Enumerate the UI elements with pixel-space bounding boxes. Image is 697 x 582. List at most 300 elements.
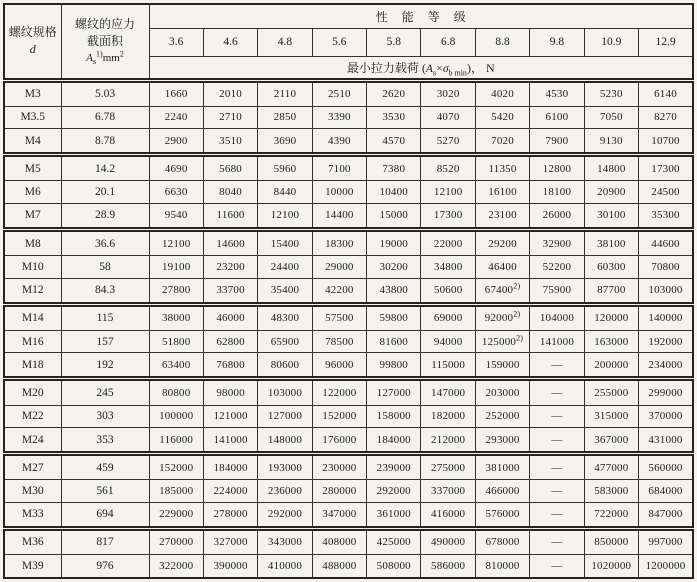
load-value-cell — [475, 304, 529, 330]
thread-spec-cell: M8 — [4, 229, 61, 255]
load-value-cell: 69000 — [421, 304, 475, 330]
load-value-cell: 6630 — [149, 181, 203, 204]
load-value-cell: 576000 — [475, 502, 529, 528]
load-value-cell: 7380 — [367, 155, 421, 181]
formula-A: A — [425, 62, 433, 75]
load-value-cell: 684000 — [639, 480, 693, 503]
paren-open: ( — [421, 60, 426, 75]
load-value-cell: 12800 — [530, 155, 584, 181]
table-row — [4, 480, 693, 503]
load-value-cell: 5420 — [475, 106, 529, 129]
load-value-cell: 23100 — [475, 203, 529, 229]
stress-area-formula — [62, 51, 149, 67]
load-value-cell: 278000 — [203, 502, 257, 528]
load-value-cell: 2620 — [367, 80, 421, 106]
grade-cell: 3.6 — [149, 28, 203, 56]
load-value-cell: 234000 — [639, 353, 693, 379]
load-value-cell: 4070 — [421, 106, 475, 129]
load-value-cell: 17300 — [421, 203, 475, 229]
load-value-cell: 2850 — [258, 106, 312, 129]
grade-cell: 4.8 — [258, 28, 312, 56]
formula-sigma-sub: b min — [448, 67, 467, 77]
table-row — [4, 379, 693, 405]
load-value-cell: 12100 — [149, 229, 203, 255]
load-value-cell: 560000 — [639, 454, 693, 480]
thread-spec-cell: M30 — [4, 480, 61, 503]
thread-spec-cell: M6 — [4, 181, 61, 204]
table-row — [4, 330, 693, 353]
load-value-cell: 270000 — [149, 528, 203, 554]
load-value-cell: 361000 — [367, 502, 421, 528]
load-value-cell: 80600 — [258, 353, 312, 379]
load-value-cell: 185000 — [149, 480, 203, 503]
load-value-cell: 70800 — [639, 256, 693, 279]
load-value-cell — [475, 330, 529, 353]
stress-area-header — [61, 4, 149, 80]
load-value-cell: 490000 — [421, 528, 475, 554]
thread-spec-cell: M33 — [4, 502, 61, 528]
stress-area-cell: 36.6 — [61, 229, 149, 255]
stress-area-cell: 353 — [61, 428, 149, 454]
load-value-cell: 2510 — [312, 80, 366, 106]
load-value-cell: 182000 — [421, 405, 475, 428]
stress-area-cell: 115 — [61, 304, 149, 330]
load-value-cell: 997000 — [639, 528, 693, 554]
load-value-cell: 230000 — [312, 454, 366, 480]
load-value-cell: 35400 — [258, 278, 312, 304]
load-value-cell: 78500 — [312, 330, 366, 353]
load-value-cell: 141000 — [530, 330, 584, 353]
comma: ， — [470, 60, 483, 75]
load-value-cell: 104000 — [530, 304, 584, 330]
load-value-cell: 16100 — [475, 181, 529, 204]
grade-cell: 8.8 — [475, 28, 529, 56]
thread-spec-cell: M16 — [4, 330, 61, 353]
stress-area-cell: 303 — [61, 405, 149, 428]
load-value-cell: 32900 — [530, 229, 584, 255]
load-value-cell: 38000 — [149, 304, 203, 330]
load-value-cell: 6140 — [639, 80, 693, 106]
thread-spec-symbol: d — [29, 42, 36, 57]
load-value-cell: 9540 — [149, 203, 203, 229]
load-value-cell: 367000 — [584, 428, 638, 454]
load-value-cell: 2110 — [258, 80, 312, 106]
stress-area-cell: 6.78 — [61, 106, 149, 129]
load-value-cell: 38100 — [584, 229, 638, 255]
load-value-cell: 425000 — [367, 528, 421, 554]
load-value-cell: 98000 — [203, 379, 257, 405]
load-value-cell: 147000 — [421, 379, 475, 405]
load-value-cell: 30100 — [584, 203, 638, 229]
load-value-cell: 416000 — [421, 502, 475, 528]
load-value-cell: 5680 — [203, 155, 257, 181]
load-value-cell: 116000 — [149, 428, 203, 454]
load-value-cell: 29000 — [312, 256, 366, 279]
load-value-cell: 255000 — [584, 379, 638, 405]
load-value-cell: 48300 — [258, 304, 312, 330]
thread-spec-cell: M5 — [4, 155, 61, 181]
table-row — [4, 428, 693, 454]
load-value-cell: — — [530, 405, 584, 428]
load-value-cell: 121000 — [203, 405, 257, 428]
load-value-cell: 140000 — [639, 304, 693, 330]
stress-area-cell: 5.03 — [61, 80, 149, 106]
table-row — [4, 129, 693, 155]
stress-area-label-line1: 螺纹的应力 — [74, 16, 135, 31]
load-value-cell: 10000 — [312, 181, 366, 204]
load-value-cell: 63400 — [149, 353, 203, 379]
load-value-cell: 176000 — [312, 428, 366, 454]
load-value-cell: 410000 — [258, 555, 312, 579]
times-sign: × — [436, 60, 443, 75]
load-value-cell: 158000 — [367, 405, 421, 428]
load-value-cell: 81600 — [367, 330, 421, 353]
load-value-cell: 127000 — [367, 379, 421, 405]
load-value-cell: 337000 — [421, 480, 475, 503]
load-value-cell: 3510 — [203, 129, 257, 155]
load-value-cell: 7900 — [530, 129, 584, 155]
thread-spec-cell: M22 — [4, 405, 61, 428]
load-value-cell: 1020000 — [584, 555, 638, 579]
load-value-cell: 280000 — [312, 480, 366, 503]
spec-group — [4, 304, 693, 379]
load-value-cell: 224000 — [203, 480, 257, 503]
table-row — [4, 405, 693, 428]
load-value-cell: 19000 — [367, 229, 421, 255]
paren-close: ) — [466, 60, 471, 75]
load-value-cell: 408000 — [312, 528, 366, 554]
stress-area-cell: 694 — [61, 502, 149, 528]
unit-label: N — [485, 60, 495, 75]
thread-spec-cell: M39 — [4, 555, 61, 579]
load-value-cell: 127000 — [258, 405, 312, 428]
load-value-cell: 678000 — [475, 528, 529, 554]
thread-spec-cell: M36 — [4, 528, 61, 554]
spec-group — [4, 454, 693, 529]
load-value-cell: 203000 — [475, 379, 529, 405]
load-value-cell: 6100 — [530, 106, 584, 129]
load-value-cell: 200000 — [584, 353, 638, 379]
load-value-cell: 292000 — [258, 502, 312, 528]
load-value-cell: 508000 — [367, 555, 421, 579]
load-value-cell: 33700 — [203, 278, 257, 304]
stress-area-cell: 14.2 — [61, 155, 149, 181]
stress-area-cell: 192 — [61, 353, 149, 379]
load-value-cell: 347000 — [312, 502, 366, 528]
spec-group — [4, 229, 693, 304]
load-value-cell: 390000 — [203, 555, 257, 579]
table-row — [4, 528, 693, 554]
grade-cell: 4.6 — [203, 28, 257, 56]
load-value-cell: 122000 — [312, 379, 366, 405]
header-row-1 — [4, 4, 693, 28]
load-value-cell: 163000 — [584, 330, 638, 353]
load-value-cell: — — [530, 454, 584, 480]
load-value-cell: 80800 — [149, 379, 203, 405]
stress-area-cell: 976 — [61, 555, 149, 579]
load-value-cell: 1660 — [149, 80, 203, 106]
load-value-cell: 24500 — [639, 181, 693, 204]
load-value-cell: 850000 — [584, 528, 638, 554]
load-value-cell: 315000 — [584, 405, 638, 428]
thread-spec-header — [4, 4, 61, 80]
load-value-cell: 11350 — [475, 155, 529, 181]
min-load-label: 最小拉力载荷 — [346, 60, 419, 75]
load-value-cell: 193000 — [258, 454, 312, 480]
table-row — [4, 502, 693, 528]
load-value-cell: — — [530, 480, 584, 503]
load-value-cell: — — [530, 379, 584, 405]
load-value-cell: 12100 — [421, 181, 475, 204]
load-value-cell: 62800 — [203, 330, 257, 353]
load-value-cell: — — [530, 353, 584, 379]
thread-spec-label: 螺纹规格 — [8, 24, 57, 39]
table-row — [4, 278, 693, 304]
thread-spec-cell: M14 — [4, 304, 61, 330]
grade-cell: 12.9 — [639, 28, 693, 56]
load-value-cell: 5270 — [421, 129, 475, 155]
load-value-cell: 23200 — [203, 256, 257, 279]
footnote-marker: 2) — [516, 332, 524, 342]
load-value-cell: 3530 — [367, 106, 421, 129]
load-value-cell: 152000 — [149, 454, 203, 480]
load-value-cell: 120000 — [584, 304, 638, 330]
load-value-cell: 15000 — [367, 203, 421, 229]
load-value-cell: 184000 — [203, 454, 257, 480]
load-value-cell: 57500 — [312, 304, 366, 330]
load-value-cell: 99800 — [367, 353, 421, 379]
load-value-cell: 46000 — [203, 304, 257, 330]
load-value-cell: 381000 — [475, 454, 529, 480]
load-value-cell: 847000 — [639, 502, 693, 528]
spec-group — [4, 379, 693, 454]
load-value-cell: 96000 — [312, 353, 366, 379]
spec-group — [4, 155, 693, 230]
thread-spec-cell: M12 — [4, 278, 61, 304]
load-value-cell: 46400 — [475, 256, 529, 279]
load-value-cell: 87700 — [584, 278, 638, 304]
load-value-cell: 30200 — [367, 256, 421, 279]
load-value-cell: 24400 — [258, 256, 312, 279]
table-row — [4, 304, 693, 330]
load-value: 125000 — [481, 335, 517, 348]
load-value-cell: — — [530, 528, 584, 554]
load-value-cell: 275000 — [421, 454, 475, 480]
load-value-cell: 7100 — [312, 155, 366, 181]
load-value-cell: 299000 — [639, 379, 693, 405]
formula-A-sub: s — [92, 56, 97, 66]
load-value-cell: 293000 — [475, 428, 529, 454]
spec-group — [4, 80, 693, 155]
load-value-cell: 586000 — [421, 555, 475, 579]
thread-spec-cell: M7 — [4, 203, 61, 229]
thread-spec-cell: M3.5 — [4, 106, 61, 129]
load-value-cell: 722000 — [584, 502, 638, 528]
load-value-cell: 60300 — [584, 256, 638, 279]
table-header — [4, 4, 693, 80]
grade-cell: 6.8 — [421, 28, 475, 56]
load-value-cell: 76800 — [203, 353, 257, 379]
load-value-cell: 292000 — [367, 480, 421, 503]
spec-group — [4, 528, 693, 578]
stress-area-label-line2: 截面积 — [86, 34, 123, 49]
thread-spec-cell: M10 — [4, 256, 61, 279]
load-value-cell: 583000 — [584, 480, 638, 503]
load-value-cell: 1200000 — [639, 555, 693, 579]
grade-cell: 5.8 — [367, 28, 421, 56]
footnote-marker: 1) — [96, 49, 103, 59]
load-value-cell: 5230 — [584, 80, 638, 106]
performance-grade-title: 性能等级 — [149, 4, 693, 28]
load-value-cell: 152000 — [312, 405, 366, 428]
load-table — [3, 3, 694, 579]
grade-cell: 9.8 — [530, 28, 584, 56]
load-value-cell: 3690 — [258, 129, 312, 155]
table-row — [4, 203, 693, 229]
load-value-cell: 50600 — [421, 278, 475, 304]
load-value-cell: 343000 — [258, 528, 312, 554]
formula-A-sub: s — [432, 67, 437, 77]
load-value-cell: 239000 — [367, 454, 421, 480]
load-value-cell: 2710 — [203, 106, 257, 129]
stress-area-cell: 157 — [61, 330, 149, 353]
load-value-cell: 431000 — [639, 428, 693, 454]
thread-spec-cell: M4 — [4, 129, 61, 155]
load-value-cell: 14400 — [312, 203, 366, 229]
load-value-cell: 488000 — [312, 555, 366, 579]
table-row — [4, 155, 693, 181]
load-value-cell: 4690 — [149, 155, 203, 181]
formula-unit-sup: 2 — [119, 49, 124, 59]
load-value-cell: 192000 — [639, 330, 693, 353]
load-value-cell: 8520 — [421, 155, 475, 181]
load-value-cell: 212000 — [421, 428, 475, 454]
load-value-cell: 103000 — [258, 379, 312, 405]
stress-area-cell: 561 — [61, 480, 149, 503]
load-value-cell: 51800 — [149, 330, 203, 353]
load-value-cell: 19100 — [149, 256, 203, 279]
table-row — [4, 181, 693, 204]
grade-cell: 10.9 — [584, 28, 638, 56]
load-value: 92000 — [484, 312, 514, 325]
load-value-cell — [475, 278, 529, 304]
table-row — [4, 454, 693, 480]
load-value-cell: 141000 — [203, 428, 257, 454]
min-load-header — [149, 56, 693, 80]
load-value-cell: 22000 — [421, 229, 475, 255]
load-value-cell: 9130 — [584, 129, 638, 155]
load-value-cell: 236000 — [258, 480, 312, 503]
stress-area-cell: 8.78 — [61, 129, 149, 155]
load-value-cell: 477000 — [584, 454, 638, 480]
load-value-cell: 12100 — [258, 203, 312, 229]
load-value-cell: 59800 — [367, 304, 421, 330]
load-value-cell: 184000 — [367, 428, 421, 454]
load-value-cell: 94000 — [421, 330, 475, 353]
load-value-cell: 44600 — [639, 229, 693, 255]
load-value-cell: 11600 — [203, 203, 257, 229]
thread-spec-cell: M24 — [4, 428, 61, 454]
table-row — [4, 106, 693, 129]
stress-area-cell: 459 — [61, 454, 149, 480]
load-value-cell: 327000 — [203, 528, 257, 554]
load-value-cell: 115000 — [421, 353, 475, 379]
load-value-cell: 159000 — [475, 353, 529, 379]
load-value-cell: 29200 — [475, 229, 529, 255]
table-frame — [3, 3, 694, 579]
load-value-cell: 14800 — [584, 155, 638, 181]
table-row — [4, 256, 693, 279]
load-value-cell: 252000 — [475, 405, 529, 428]
stress-area-cell: 20.1 — [61, 181, 149, 204]
load-value-cell: 8040 — [203, 181, 257, 204]
load-value-cell: 18100 — [530, 181, 584, 204]
load-value-cell: 148000 — [258, 428, 312, 454]
load-value-cell: 14600 — [203, 229, 257, 255]
load-value-cell: 229000 — [149, 502, 203, 528]
load-value-cell: 2240 — [149, 106, 203, 129]
stress-area-cell: 84.3 — [61, 278, 149, 304]
load-value-cell: 370000 — [639, 405, 693, 428]
thread-spec-cell: M20 — [4, 379, 61, 405]
table-row — [4, 80, 693, 106]
formula-unit: mm — [102, 51, 120, 64]
load-value-cell: 65900 — [258, 330, 312, 353]
load-value-cell: 100000 — [149, 405, 203, 428]
load-value-cell: 10400 — [367, 181, 421, 204]
table-row — [4, 353, 693, 379]
load-value-cell: 10700 — [639, 129, 693, 155]
thread-spec-cell: M3 — [4, 80, 61, 106]
load-value-cell: 18300 — [312, 229, 366, 255]
load-value-cell: 466000 — [475, 480, 529, 503]
load-value-cell: 34800 — [421, 256, 475, 279]
load-value-cell: 8440 — [258, 181, 312, 204]
load-value-cell: 2010 — [203, 80, 257, 106]
load-value-cell: 3390 — [312, 106, 366, 129]
load-value-cell: 27800 — [149, 278, 203, 304]
grade-cell: 5.6 — [312, 28, 366, 56]
load-value-cell: 103000 — [639, 278, 693, 304]
load-value-cell: 35300 — [639, 203, 693, 229]
load-value: 67400 — [484, 284, 514, 297]
load-value-cell: 15400 — [258, 229, 312, 255]
table-row — [4, 229, 693, 255]
load-value-cell: — — [530, 555, 584, 579]
load-value-cell: 52200 — [530, 256, 584, 279]
load-value-cell: 43800 — [367, 278, 421, 304]
load-value-cell: 4530 — [530, 80, 584, 106]
thread-spec-cell: M27 — [4, 454, 61, 480]
load-value-cell: 4020 — [475, 80, 529, 106]
load-value-cell: 26000 — [530, 203, 584, 229]
formula-A: A — [86, 51, 93, 64]
load-value-cell: 4570 — [367, 129, 421, 155]
load-value-cell: 17300 — [639, 155, 693, 181]
load-value-cell: 7020 — [475, 129, 529, 155]
load-value-cell: 5960 — [258, 155, 312, 181]
load-value-cell: — — [530, 428, 584, 454]
load-value-cell: 322000 — [149, 555, 203, 579]
load-value-cell: 3020 — [421, 80, 475, 106]
load-value-cell: 2900 — [149, 129, 203, 155]
stress-area-cell: 28.9 — [61, 203, 149, 229]
load-value-cell: 75900 — [530, 278, 584, 304]
load-value-cell: 42200 — [312, 278, 366, 304]
min-load-formula — [422, 61, 483, 75]
footnote-marker: 2) — [513, 281, 521, 291]
stress-area-cell: 58 — [61, 256, 149, 279]
